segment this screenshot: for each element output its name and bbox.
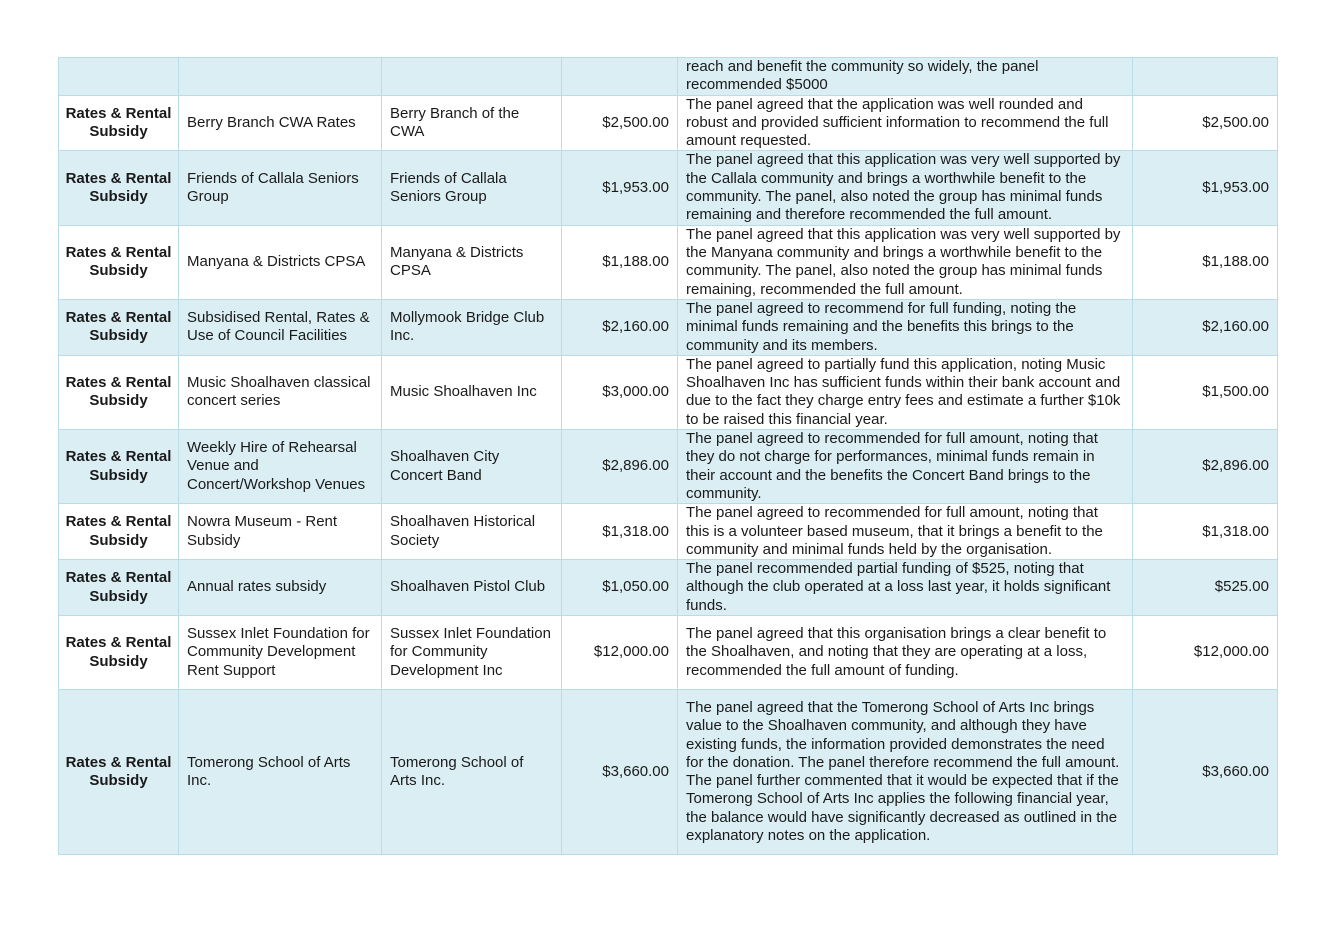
table-row [59, 58, 1278, 96]
category-cell: Rates & Rental Subsidy [59, 355, 179, 429]
panel-comment-cell: The panel recommended partial funding of $525, noting that although the club operated at a loss last year, it holds significant funds. [678, 560, 1133, 616]
table-body [59, 58, 1278, 855]
amount-recommended-cell: $1,188.00 [1133, 225, 1278, 299]
table-row [59, 504, 1278, 560]
table-row [59, 616, 1278, 690]
panel-comment-cell: The panel agreed to partially fund this application, noting Music Shoalhaven Inc has sufficient funds within their bank account and due to the fact they charge entry fees and estimate a further $10k to be raised this financial year. [678, 355, 1133, 429]
project-cell: Annual rates subsidy [179, 560, 382, 616]
table-row [59, 225, 1278, 299]
category-cell: Rates & Rental Subsidy [59, 95, 179, 151]
category-cell: Rates & Rental Subsidy [59, 560, 179, 616]
amount-requested-cell [562, 58, 678, 96]
amount-requested-cell: $3,000.00 [562, 355, 678, 429]
amount-recommended-cell [1133, 58, 1278, 96]
organisation-cell: Tomerong School of Arts Inc. [382, 690, 562, 855]
organisation-cell: Shoalhaven City Concert Band [382, 430, 562, 504]
project-cell: Manyana & Districts CPSA [179, 225, 382, 299]
project-cell: Berry Branch CWA Rates [179, 95, 382, 151]
organisation-cell: Sussex Inlet Foundation for Community Development Inc [382, 616, 562, 690]
amount-requested-cell: $1,953.00 [562, 151, 678, 225]
project-cell: Subsidised Rental, Rates & Use of Council Facilities [179, 299, 382, 355]
amount-requested-cell: $2,896.00 [562, 430, 678, 504]
funding-table [58, 57, 1278, 855]
amount-recommended-cell: $2,160.00 [1133, 299, 1278, 355]
panel-comment-cell: reach and benefit the community so widely, the panel recommended $5000 [678, 58, 1133, 96]
panel-comment-cell: The panel agreed that this organisation brings a clear benefit to the Shoalhaven, and noting that they are operating at a loss, recommended the full amount of funding. [678, 616, 1133, 690]
table-row [59, 355, 1278, 429]
amount-requested-cell: $12,000.00 [562, 616, 678, 690]
table-row [59, 95, 1278, 151]
amount-recommended-cell: $2,896.00 [1133, 430, 1278, 504]
amount-recommended-cell: $12,000.00 [1133, 616, 1278, 690]
panel-comment-cell: The panel agreed that this application was very well supported by the Callala community and brings a worthwhile benefit to the community. The panel, also noted the group has minimal funds remaining and therefore recommended the full amount. [678, 151, 1133, 225]
amount-requested-cell: $2,500.00 [562, 95, 678, 151]
amount-recommended-cell: $1,318.00 [1133, 504, 1278, 560]
amount-requested-cell: $1,318.00 [562, 504, 678, 560]
organisation-cell: Shoalhaven Pistol Club [382, 560, 562, 616]
organisation-cell: Manyana & Districts CPSA [382, 225, 562, 299]
project-cell: Music Shoalhaven classical concert series [179, 355, 382, 429]
category-cell: Rates & Rental Subsidy [59, 690, 179, 855]
panel-comment-cell: The panel agreed to recommended for full amount, noting that this is a volunteer based museum, that it brings a benefit to the community and minimal funds held by the organisation. [678, 504, 1133, 560]
project-cell: Friends of Callala Seniors Group [179, 151, 382, 225]
amount-requested-cell: $1,188.00 [562, 225, 678, 299]
organisation-cell: Shoalhaven Historical Society [382, 504, 562, 560]
panel-comment-cell: The panel agreed that this application was very well supported by the Manyana community and brings a worthwhile benefit to the community. The panel, also noted the group has minimal funds remaining, recommended the full amount. [678, 225, 1133, 299]
category-cell: Rates & Rental Subsidy [59, 616, 179, 690]
table-row [59, 299, 1278, 355]
table-row [59, 690, 1278, 855]
amount-recommended-cell: $525.00 [1133, 560, 1278, 616]
project-cell [179, 58, 382, 96]
amount-recommended-cell: $1,953.00 [1133, 151, 1278, 225]
organisation-cell [382, 58, 562, 96]
organisation-cell: Berry Branch of the CWA [382, 95, 562, 151]
panel-comment-cell: The panel agreed that the Tomerong School of Arts Inc brings value to the Shoalhaven community, and although they have existing funds, the information provided demonstrates the need for the donation. The panel therefore recommend the full amount. The panel further commented that it would be expected that if the Tomerong School of Arts Inc applies the following financial year, the balance would have significantly decreased as outlined in the explanatory notes on the application. [678, 690, 1133, 855]
organisation-cell: Friends of Callala Seniors Group [382, 151, 562, 225]
project-cell: Weekly Hire of Rehearsal Venue and Concert/Workshop Venues [179, 430, 382, 504]
organisation-cell: Mollymook Bridge Club Inc. [382, 299, 562, 355]
panel-comment-cell: The panel agreed to recommend for full funding, noting the minimal funds remaining and the benefits this brings to the community and its members. [678, 299, 1133, 355]
amount-recommended-cell: $3,660.00 [1133, 690, 1278, 855]
project-cell: Tomerong School of Arts Inc. [179, 690, 382, 855]
table-row [59, 151, 1278, 225]
amount-requested-cell: $1,050.00 [562, 560, 678, 616]
category-cell [59, 58, 179, 96]
amount-requested-cell: $3,660.00 [562, 690, 678, 855]
amount-recommended-cell: $2,500.00 [1133, 95, 1278, 151]
table-row [59, 560, 1278, 616]
organisation-cell: Music Shoalhaven Inc [382, 355, 562, 429]
category-cell: Rates & Rental Subsidy [59, 504, 179, 560]
category-cell: Rates & Rental Subsidy [59, 151, 179, 225]
project-cell: Sussex Inlet Foundation for Community Development Rent Support [179, 616, 382, 690]
category-cell: Rates & Rental Subsidy [59, 299, 179, 355]
amount-requested-cell: $2,160.00 [562, 299, 678, 355]
panel-comment-cell: The panel agreed that the application was well rounded and robust and provided sufficient information to recommend the full amount requested. [678, 95, 1133, 151]
category-cell: Rates & Rental Subsidy [59, 430, 179, 504]
category-cell: Rates & Rental Subsidy [59, 225, 179, 299]
panel-comment-cell: The panel agreed to recommended for full amount, noting that they do not charge for performances, minimal funds remain in their account and the benefits the Concert Band brings to the community. [678, 430, 1133, 504]
project-cell: Nowra Museum - Rent Subsidy [179, 504, 382, 560]
amount-recommended-cell: $1,500.00 [1133, 355, 1278, 429]
table-row [59, 430, 1278, 504]
